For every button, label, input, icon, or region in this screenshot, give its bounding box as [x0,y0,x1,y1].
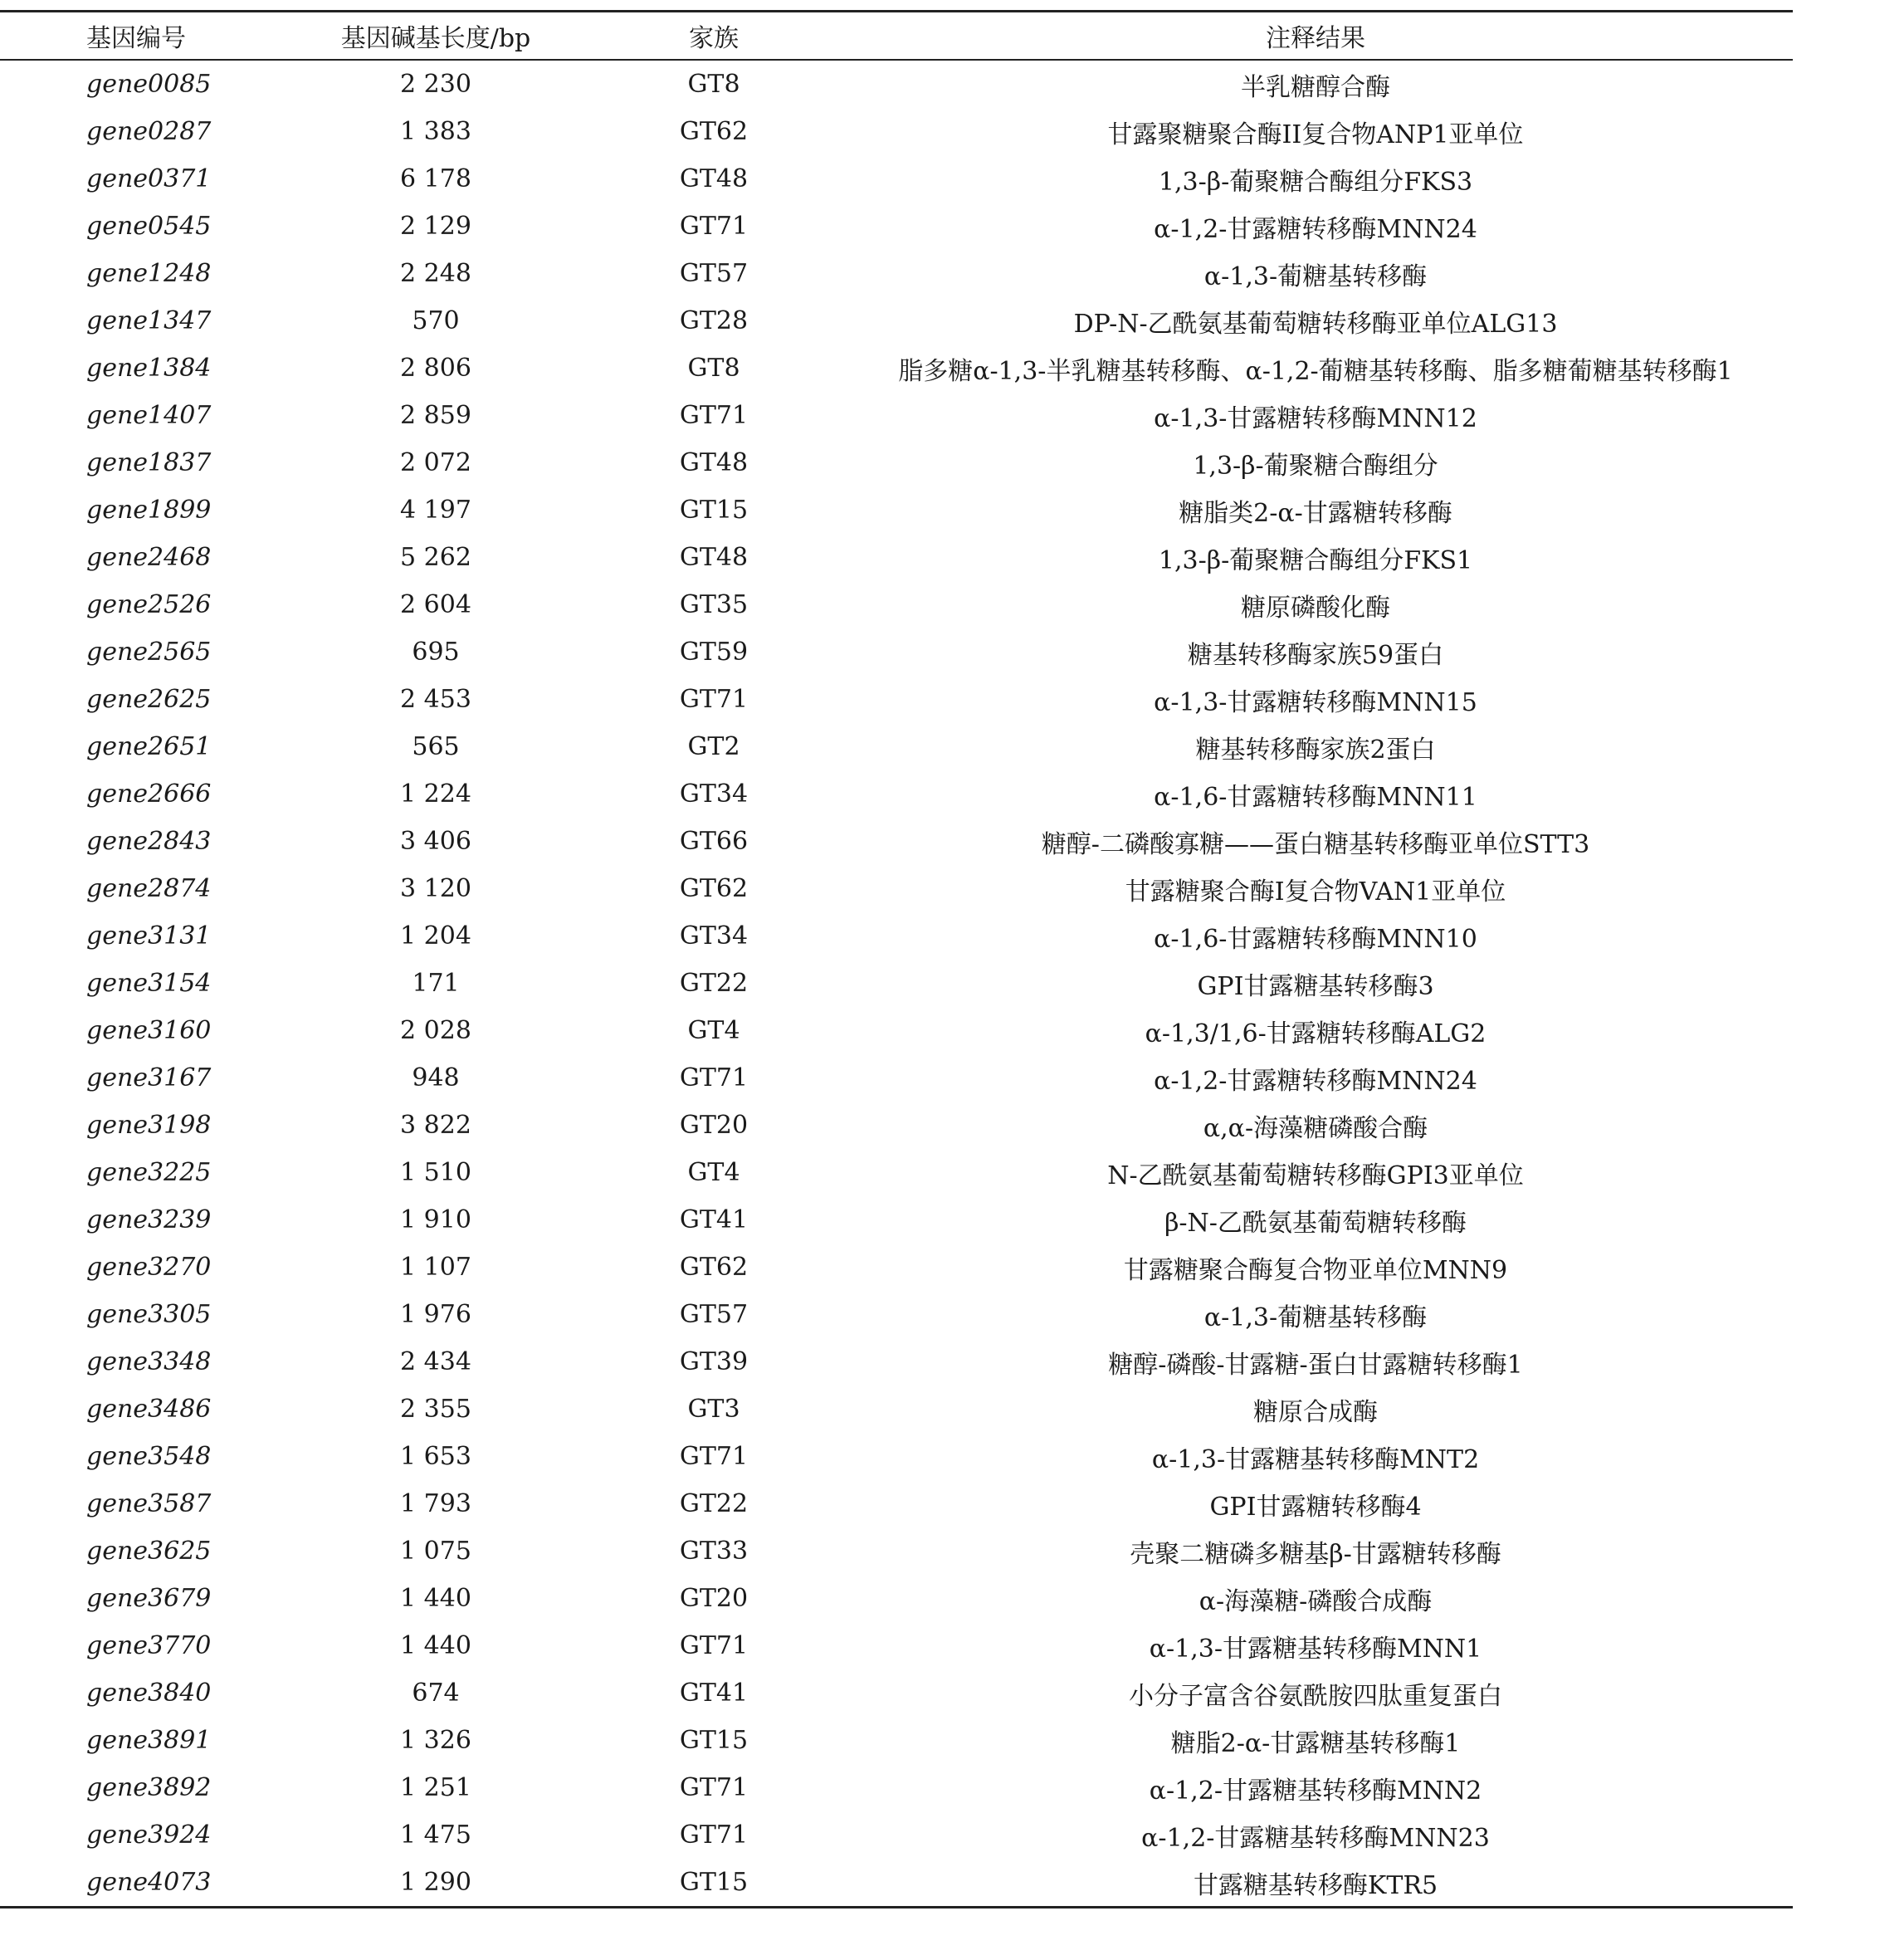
table-row [0,1196,1793,1244]
cell-gene-length: 2 129 [400,212,471,241]
cell-annotation: α-海藻糖-磷酸合成酶 [1199,1586,1433,1616]
cell-gene-length: 948 [412,1063,460,1092]
cell-gene-id: gene2625 [86,685,212,714]
cell-annotation: α-1,3-葡糖基转移酶 [1203,1302,1428,1332]
table-row [0,392,1793,439]
cell-gene-id: gene3239 [86,1205,212,1234]
cell-annotation: α-1,3-甘露糖基转移酶MNN1 [1149,1634,1482,1664]
cell-family: GT71 [679,1631,749,1660]
table-row [0,1669,1793,1717]
table-row [0,581,1793,628]
cell-annotation: α-1,3-甘露糖转移酶MNN15 [1154,687,1477,717]
table-row [0,1622,1793,1669]
table-row [0,1054,1793,1102]
cell-family: GT20 [679,1584,749,1613]
table-row [0,1764,1793,1811]
header-gene-id: 基因编号 [86,24,186,53]
cell-family: GT66 [679,827,749,856]
cell-gene-id: gene4073 [86,1868,212,1897]
table-row [0,1386,1793,1433]
cell-annotation: α-1,2-甘露糖转移酶MNN24 [1154,1066,1477,1096]
cell-gene-id: gene3548 [86,1442,212,1471]
cell-family: GT15 [679,1726,749,1755]
cell-gene-length: 2 248 [400,259,471,288]
cell-family: GT48 [679,448,749,477]
table-row [0,345,1793,392]
cell-gene-length: 1 440 [400,1584,471,1613]
cell-gene-id: gene0545 [86,212,212,241]
cell-gene-length: 1 383 [400,117,471,146]
cell-gene-id: gene3892 [86,1773,212,1802]
cell-gene-id: gene3770 [86,1631,212,1660]
table-row [0,676,1793,723]
header-row [0,12,1793,61]
cell-gene-length: 570 [412,306,460,335]
cell-annotation: DP-N-乙酰氨基葡萄糖转移酶亚单位ALG13 [1073,309,1558,339]
cell-gene-id: gene0085 [86,70,212,99]
table-row [0,534,1793,581]
cell-family: GT8 [687,354,740,383]
table-row [0,1717,1793,1764]
cell-gene-length: 2 072 [400,448,471,477]
cell-gene-length: 1 440 [400,1631,471,1660]
cell-annotation: 糖醇-磷酸-甘露糖-蛋白甘露糖转移酶1 [1108,1350,1523,1380]
header-family: 家族 [689,24,739,53]
cell-gene-length: 2 434 [400,1347,471,1376]
cell-annotation: 半乳糖醇合酶 [1241,72,1390,102]
table-row [0,723,1793,770]
cell-gene-id: gene1899 [86,496,212,525]
gene-annotation-table-wrapper [0,10,1793,1908]
cell-annotation: 甘露聚糖聚合酶II复合物ANP1亚单位 [1107,120,1524,149]
cell-annotation: α-1,3/1,6-甘露糖转移酶ALG2 [1145,1019,1487,1048]
cell-family: GT71 [679,1820,749,1850]
table-row [0,1575,1793,1622]
cell-gene-id: gene2843 [86,827,212,856]
table-row [0,439,1793,486]
cell-gene-id: gene2651 [86,732,212,761]
cell-annotation: 1,3-β-葡聚糖合酶组分 [1193,451,1438,481]
cell-family: GT22 [679,1489,749,1518]
cell-gene-length: 2 453 [400,685,471,714]
gene-annotation-table [0,10,1793,1908]
cell-family: GT35 [679,590,749,619]
header-annotation: 注释结果 [1266,24,1365,53]
cell-gene-id: gene3131 [86,921,212,951]
cell-gene-id: gene3305 [86,1300,212,1329]
cell-family: GT57 [679,259,749,288]
table-row [0,1244,1793,1291]
cell-family: GT71 [679,401,749,430]
cell-annotation: β-N-乙酰氨基葡萄糖转移酶 [1164,1208,1467,1238]
cell-gene-length: 2 604 [400,590,471,619]
table-row [0,155,1793,203]
table-row [0,818,1793,865]
cell-gene-length: 565 [412,732,460,761]
table-row [0,1480,1793,1527]
cell-gene-length: 2 028 [400,1016,471,1045]
cell-gene-length: 1 653 [400,1442,471,1471]
cell-gene-id: gene1248 [86,259,212,288]
cell-family: GT28 [679,306,749,335]
cell-family: GT22 [679,969,749,998]
cell-gene-length: 1 910 [400,1205,471,1234]
table-row [0,60,1793,108]
cell-annotation: α-1,6-甘露糖转移酶MNN10 [1154,924,1477,954]
cell-gene-id: gene3840 [86,1679,212,1708]
cell-annotation: 糖脂类2-α-甘露糖转移酶 [1179,498,1452,528]
cell-gene-id: gene3167 [86,1063,212,1092]
cell-family: GT48 [679,164,749,193]
table-row [0,1149,1793,1196]
table-row [0,1338,1793,1386]
cell-gene-id: gene2565 [86,638,212,667]
cell-gene-id: gene0287 [86,117,212,146]
table-row [0,960,1793,1007]
cell-gene-id: gene3891 [86,1726,212,1755]
cell-annotation: 脂多糖α-1,3-半乳糖基转移酶、α-1,2-葡糖基转移酶、脂多糖葡糖基转移酶1 [898,356,1733,386]
cell-annotation: 糖基转移酶家族59蛋白 [1187,640,1444,670]
cell-family: GT4 [687,1158,740,1187]
cell-gene-id: gene3348 [86,1347,212,1376]
cell-gene-length: 3 120 [400,874,471,903]
table-row [0,297,1793,345]
cell-family: GT33 [679,1537,749,1566]
cell-gene-id: gene2666 [86,780,212,809]
cell-annotation: α,α-海藻糖磷酸合酶 [1203,1113,1428,1143]
cell-family: GT15 [679,496,749,525]
table-row [0,1102,1793,1149]
cell-annotation: 1,3-β-葡聚糖合酶组分FKS3 [1158,167,1473,197]
table-row [0,1527,1793,1575]
cell-family: GT48 [679,543,749,572]
cell-family: GT62 [679,1253,749,1282]
cell-gene-length: 3 406 [400,827,471,856]
cell-gene-id: gene3225 [86,1158,212,1187]
table-row [0,912,1793,960]
cell-gene-id: gene1407 [86,401,212,430]
cell-gene-length: 1 224 [400,780,471,809]
cell-family: GT62 [679,117,749,146]
cell-annotation: 糖原合成酶 [1253,1397,1378,1427]
cell-gene-length: 1 290 [400,1868,471,1897]
table-row [0,1433,1793,1480]
table-row [0,770,1793,818]
cell-annotation: α-1,2-甘露糖基转移酶MNN2 [1149,1776,1482,1806]
cell-annotation: 小分子富含谷氨酰胺四肽重复蛋白 [1129,1681,1502,1711]
table-row [0,1811,1793,1859]
cell-gene-id: gene0371 [86,164,212,193]
table-row [0,108,1793,155]
cell-annotation: α-1,3-甘露糖基转移酶MNT2 [1151,1444,1480,1474]
cell-gene-length: 1 251 [400,1773,471,1802]
cell-family: GT71 [679,212,749,241]
cell-gene-id: gene3198 [86,1111,212,1140]
table-row [0,1291,1793,1338]
cell-family: GT34 [679,921,749,951]
cell-gene-id: gene3270 [86,1253,212,1282]
cell-annotation: α-1,3-葡糖基转移酶 [1203,261,1428,291]
cell-family: GT57 [679,1300,749,1329]
cell-gene-length: 6 178 [400,164,471,193]
cell-annotation: 壳聚二糖磷多糖基β-甘露糖转移酶 [1130,1539,1501,1569]
table-row [0,865,1793,912]
cell-gene-length: 1 510 [400,1158,471,1187]
cell-gene-id: gene2526 [86,590,212,619]
cell-gene-length: 695 [412,638,460,667]
cell-gene-length: 2 859 [400,401,471,430]
table-row [0,628,1793,676]
cell-family: GT71 [679,1773,749,1802]
cell-family: GT2 [687,732,740,761]
cell-family: GT20 [679,1111,749,1140]
cell-annotation: 甘露糖聚合酶I复合物VAN1亚单位 [1125,877,1506,907]
cell-annotation: 糖脂2-α-甘露糖基转移酶1 [1170,1728,1461,1758]
cell-annotation: 糖基转移酶家族2蛋白 [1195,735,1436,765]
cell-gene-length: 1 107 [400,1253,471,1282]
cell-gene-id: gene2468 [86,543,212,572]
table-row [0,486,1793,534]
cell-gene-id: gene2874 [86,874,212,903]
cell-gene-id: gene3160 [86,1016,212,1045]
cell-family: GT71 [679,1063,749,1092]
cell-family: GT71 [679,685,749,714]
cell-gene-id: gene3679 [86,1584,212,1613]
cell-annotation: 甘露糖聚合酶复合物亚单位MNN9 [1123,1255,1508,1285]
cell-gene-length: 1 475 [400,1820,471,1850]
cell-annotation: 1,3-β-葡聚糖合酶组分FKS1 [1158,545,1473,575]
cell-gene-length: 5 262 [400,543,471,572]
cell-annotation: N-乙酰氨基葡萄糖转移酶GPI3亚单位 [1107,1161,1524,1190]
cell-gene-length: 1 793 [400,1489,471,1518]
cell-annotation: 糖原磷酸化酶 [1241,593,1390,623]
table-header [0,12,1793,61]
cell-gene-id: gene3486 [86,1395,212,1424]
cell-gene-id: gene3587 [86,1489,212,1518]
table-row [0,203,1793,250]
cell-gene-id: gene3924 [86,1820,212,1850]
header-gene-length: 基因碱基长度/bp [340,24,531,53]
cell-annotation: α-1,3-甘露糖转移酶MNN12 [1154,403,1477,433]
cell-family: GT59 [679,638,749,667]
cell-gene-length: 1 075 [400,1537,471,1566]
cell-gene-length: 3 822 [400,1111,471,1140]
cell-family: GT41 [679,1679,749,1708]
cell-gene-length: 1 976 [400,1300,471,1329]
cell-gene-id: gene1347 [86,306,212,335]
cell-gene-id: gene1837 [86,448,212,477]
cell-gene-length: 171 [412,969,460,998]
cell-gene-id: gene1384 [86,354,212,383]
cell-annotation: GPI甘露糖转移酶4 [1209,1492,1422,1522]
cell-gene-length: 1 326 [400,1726,471,1755]
cell-gene-id: gene3154 [86,969,212,998]
cell-annotation: 糖醇-二磷酸寡糖——蛋白糖基转移酶亚单位STT3 [1041,829,1590,859]
table-body [0,60,1793,1908]
cell-gene-length: 2 230 [400,70,471,99]
cell-gene-length: 674 [412,1679,460,1708]
cell-gene-id: gene3625 [86,1537,212,1566]
cell-family: GT3 [687,1395,740,1424]
cell-annotation: α-1,6-甘露糖转移酶MNN11 [1154,782,1477,812]
cell-family: GT41 [679,1205,749,1234]
cell-family: GT4 [687,1016,740,1045]
table-row [0,1007,1793,1054]
cell-gene-length: 1 204 [400,921,471,951]
cell-annotation: α-1,2-甘露糖转移酶MNN24 [1154,214,1477,244]
table-row [0,1859,1793,1908]
cell-family: GT71 [679,1442,749,1471]
table-row [0,250,1793,297]
cell-family: GT39 [679,1347,749,1376]
cell-family: GT8 [687,70,740,99]
cell-family: GT62 [679,874,749,903]
cell-annotation: 甘露糖基转移酶KTR5 [1193,1870,1438,1900]
cell-family: GT34 [679,780,749,809]
cell-annotation: α-1,2-甘露糖基转移酶MNN23 [1141,1823,1490,1853]
cell-gene-length: 2 355 [400,1395,471,1424]
cell-annotation: GPI甘露糖基转移酶3 [1197,971,1434,1001]
cell-gene-length: 4 197 [400,496,471,525]
cell-gene-length: 2 806 [400,354,471,383]
cell-family: GT15 [679,1868,749,1897]
